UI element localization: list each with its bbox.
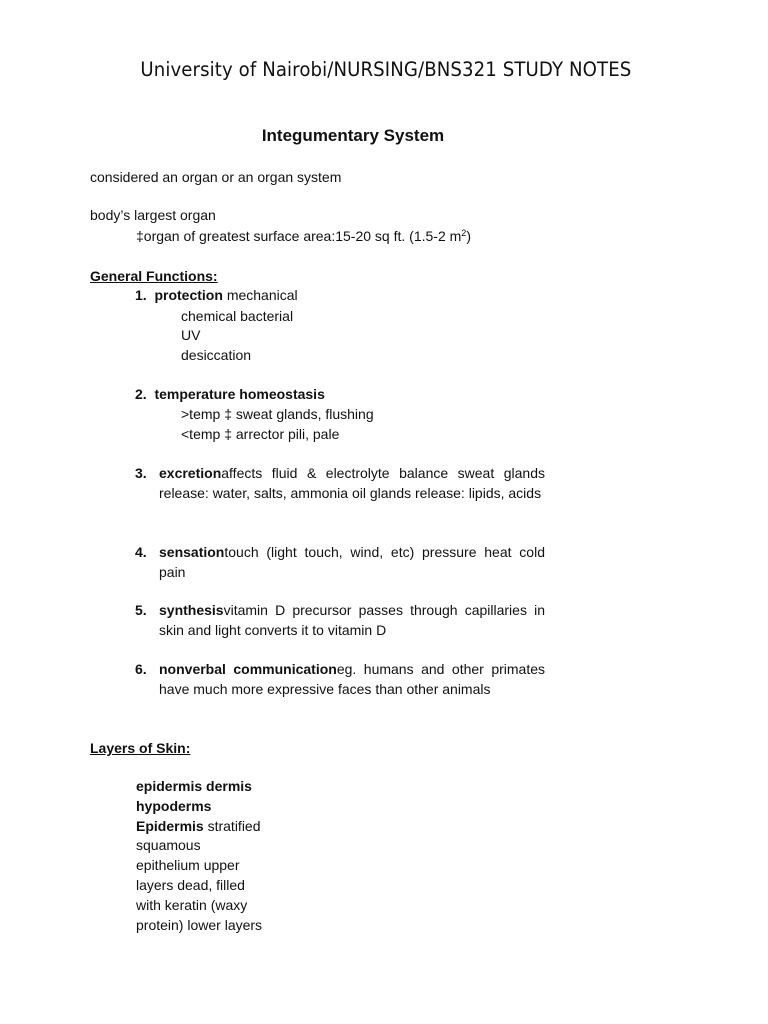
function-subline: >temp ‡ sweat glands, flushing (181, 406, 374, 422)
intro-line-3: ‡organ of greatest surface area:15-20 sq ft. (1.5-2 $m^2$) (136, 228, 471, 244)
layers-line: layers dead, filled (136, 877, 245, 893)
function-subline: <temp ‡ arrector pili, pale (181, 426, 340, 442)
layers-line: squamous (136, 837, 201, 853)
document-title: Integumentary System (261, 126, 445, 145)
item-number: 6. (135, 661, 147, 677)
intro-line-2: body’s largest organ (90, 207, 216, 223)
layers-line: epithelium upper (136, 857, 240, 873)
layers-line-epidermis: Epidermis stratified (136, 818, 261, 834)
function-item-excretion: excretionaffects fluid & electrolyte balance sweat glands release: water, salts, ammonia oil glands release: lipids, acids (159, 465, 545, 501)
item-number: 4. (135, 544, 147, 560)
function-subline: desiccation (181, 347, 252, 363)
layers-line: protein) lower layers (136, 917, 263, 933)
function-item-synthesis: synthesisvitamin D precursor passes through capillaries in skin and light converts it to vitamin D (159, 602, 545, 638)
layers-line: with keratin (waxy (136, 897, 248, 913)
function-item-nonverbal: nonverbal communicationeg. humans and other primates have much more expressive faces than other animals (159, 661, 545, 697)
intro-line-1: considered an organ or an organ system (90, 169, 342, 185)
item-number: 5. (135, 602, 147, 618)
layers-heading: Layers of Skin: (90, 740, 191, 756)
item-number: 3. (135, 465, 147, 481)
function-item-temperature: 2. temperature homeostasis (135, 386, 325, 402)
layers-line: hypoderms (136, 798, 212, 814)
page-header: University of Nairobi/NURSING/BNS321 STUDY NOTES (140, 58, 632, 81)
general-functions-heading: General Functions: (90, 268, 218, 284)
layers-line: epidermis dermis (136, 778, 252, 794)
function-subline: UV (181, 327, 201, 343)
function-subline: chemical bacterial (181, 308, 294, 324)
function-item-sensation: sensationtouch (light touch, wind, etc) pressure heat cold pain (159, 544, 545, 580)
function-item-protection: 1. protection mechanical (135, 287, 298, 303)
